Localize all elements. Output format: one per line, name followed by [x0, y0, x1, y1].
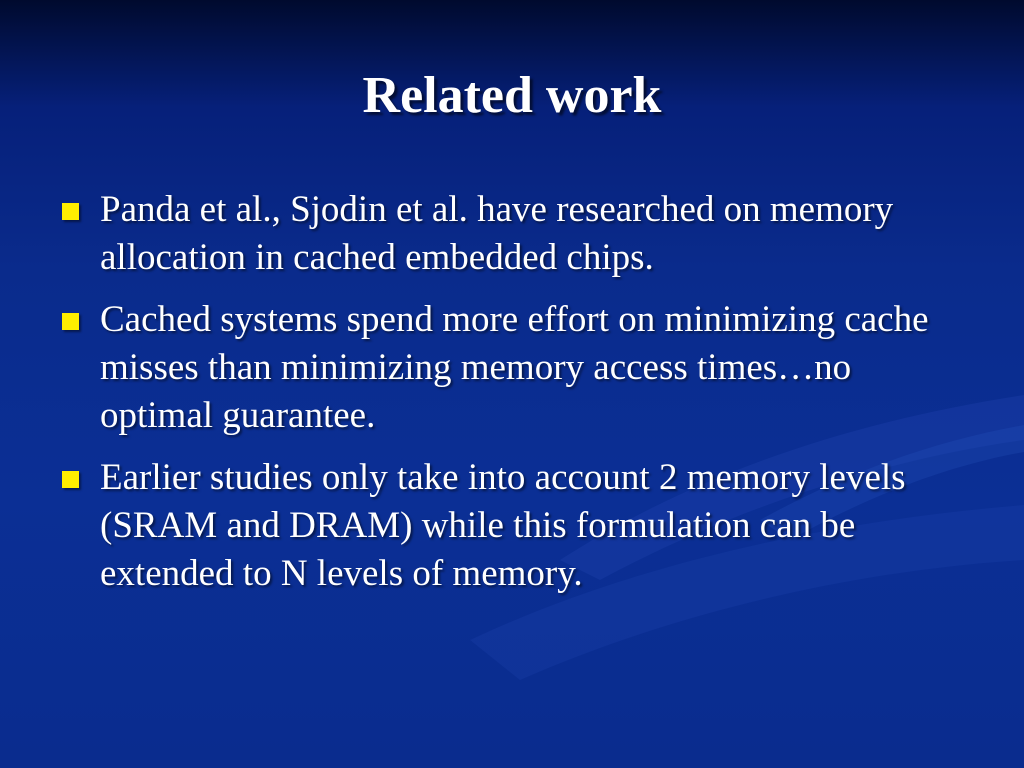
bullet-text: Cached systems spend more effort on minimizing cache misses than minimizing memory access times…no optimal guarantee. — [100, 299, 929, 436]
square-bullet-icon — [62, 471, 79, 488]
bullet-item — [58, 296, 968, 440]
bullet-list — [58, 186, 968, 612]
bullet-item — [58, 454, 968, 598]
bullet-item — [58, 186, 968, 282]
square-bullet-icon — [62, 203, 79, 220]
bullet-text: Earlier studies only take into account 2 memory levels (SRAM and DRAM) while this formulation can be extended to N levels of memory. — [100, 457, 906, 594]
square-bullet-icon — [62, 313, 79, 330]
bullet-text: Panda et al., Sjodin et al. have researched on memory allocation in cached embedded chips. — [100, 189, 894, 278]
slide-title: Related work — [362, 67, 662, 124]
